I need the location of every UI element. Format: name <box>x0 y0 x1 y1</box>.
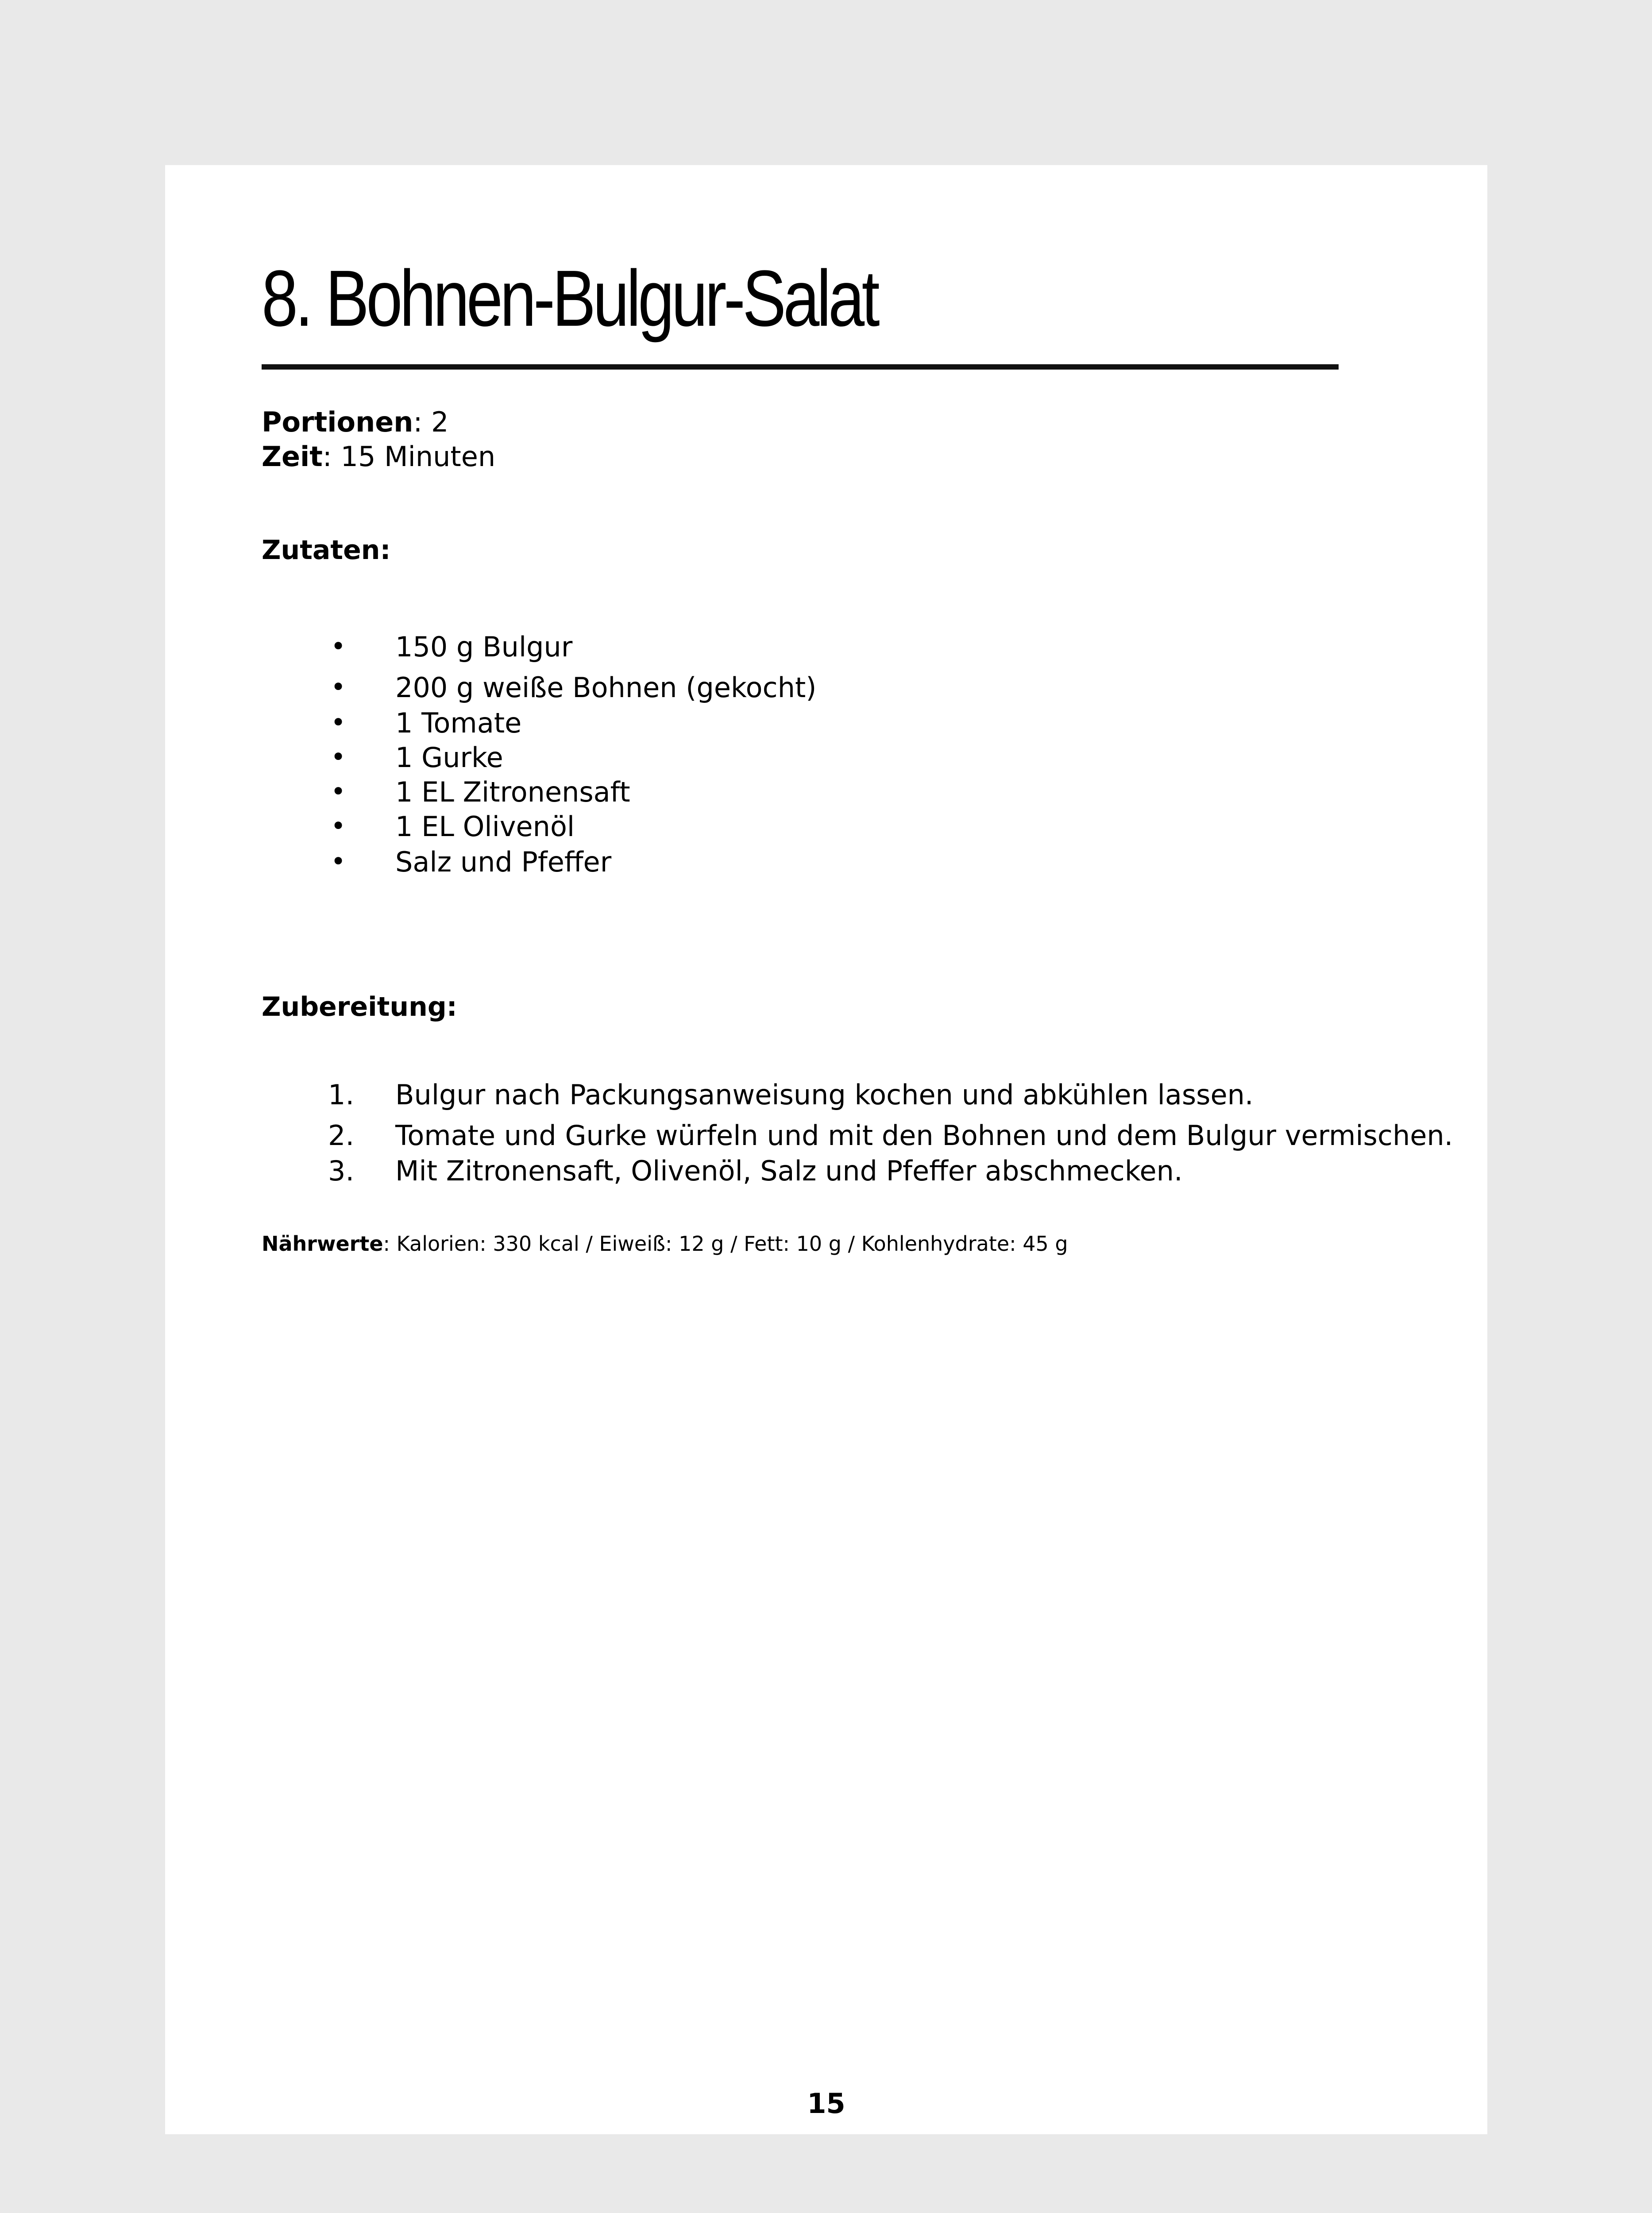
ingredients-heading: Zutaten: <box>262 535 391 566</box>
nutrition-info <box>262 1232 1068 1256</box>
servings-label: Portionen <box>262 406 413 438</box>
preparation-heading: Zubereitung: <box>262 991 457 1022</box>
ingredient-text: 1 EL Zitronensaft <box>395 776 630 808</box>
nutrition-value: : Kalorien: 330 kcal / Eiweiß: 12 g / Fett: 10 g / Kohlenhydrate: 45 g <box>383 1232 1068 1256</box>
nutrition-label: Nährwerte <box>262 1232 383 1256</box>
bullet-icon: • <box>331 811 346 841</box>
time-line <box>262 440 495 474</box>
page-number: 15 <box>807 2087 845 2120</box>
ingredient-text: 1 Tomate <box>395 707 522 739</box>
bullet-icon: • <box>331 776 346 806</box>
recipe-meta <box>262 405 495 474</box>
ingredient-text: 1 EL Olivenöl <box>395 810 575 843</box>
step-text: Mit Zitronensaft, Olivenöl, Salz und Pfeffer abschmecken. <box>395 1155 1183 1187</box>
step-text: Tomate und Gurke würfeln und mit den Bohnen und dem Bulgur vermischen. <box>395 1119 1453 1152</box>
title-underline <box>262 364 1339 370</box>
step-text: Bulgur nach Packungsanweisung kochen und abkühlen lassen. <box>395 1079 1254 1111</box>
ingredient-text: 150 g Bulgur <box>395 631 573 663</box>
document-page <box>165 165 1487 2134</box>
step-number: 1. <box>328 1079 355 1111</box>
bullet-icon: • <box>331 672 346 702</box>
ingredient-text: 200 g weiße Bohnen (gekocht) <box>395 671 817 704</box>
step-number: 3. <box>328 1155 355 1187</box>
ingredient-text: 1 Gurke <box>395 741 503 774</box>
servings-line <box>262 405 495 440</box>
time-label: Zeit <box>262 440 323 473</box>
bullet-icon: • <box>331 846 346 876</box>
step-number: 2. <box>328 1119 355 1152</box>
ingredient-text: Salz und Pfeffer <box>395 846 612 878</box>
time-value: : 15 Minuten <box>322 440 496 473</box>
bullet-icon: • <box>331 631 346 661</box>
servings-value: : 2 <box>413 406 449 438</box>
bullet-icon: • <box>331 742 346 772</box>
bullet-icon: • <box>331 707 346 737</box>
recipe-title: 8. Bohnen-Bulgur-Salat <box>262 254 877 343</box>
